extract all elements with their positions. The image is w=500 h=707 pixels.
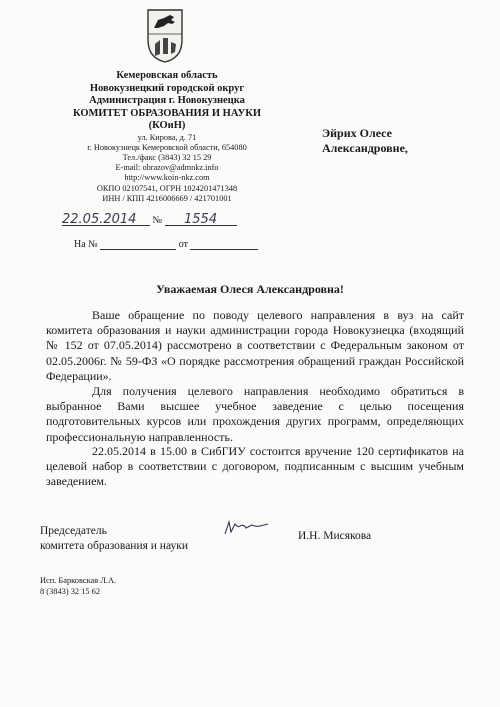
header-inn: ИНН / КПП 4216006669 / 421701001 <box>102 193 232 203</box>
header-city: г. Новокузнецк Кемеровской области, 654080 <box>87 142 247 152</box>
greeting: Уважаемая Олеся Александровна! <box>156 282 344 296</box>
reply-date-blank <box>190 236 258 250</box>
header-street: ул. Кирова, д. 71 <box>137 132 197 142</box>
reply-no-label: На № <box>74 239 98 250</box>
signatory-title-line-1: Председатель <box>40 525 107 537</box>
header-phone: Тел./факс (3843) 32 15 29 <box>122 152 212 162</box>
header-administration: Администрация г. Новокузнецка <box>89 95 245 106</box>
signatory-name: И.Н. Мисякова <box>298 530 372 542</box>
executor-info <box>40 575 116 597</box>
handwritten-signature <box>222 518 272 540</box>
body-paragraph-3 <box>46 444 464 490</box>
signatory-title <box>40 524 188 554</box>
header-committee-abbr: (КОиН) <box>148 120 186 131</box>
paragraph-text: Ваше обращение по поводу целевого направления в вуз на сайт комитета образования и науки администрации города Новокузнецка (входящий № 152 от 07.05.2014) рассмотрено в соответствии с Федеральным законом от 02.05.2006г. № 59-ФЗ «О порядке рассмотрения обращений граждан Российской Федерации». <box>46 308 464 383</box>
addressee-line-1: Эйрих Олесе <box>322 126 392 140</box>
addressee-line-2: Александровне, <box>322 141 408 155</box>
header-codes: ОКПО 02107541, ОГРН 1024201471348 <box>96 183 238 193</box>
signatory-title-line-2: комитета образования и науки <box>40 540 188 552</box>
header-web: http://www.koin-nkz.com <box>124 173 210 183</box>
paragraph-text: 22.05.2014 в 15.00 в СибГИУ состоится вручение 120 сертификатов на целевой набор в соответствии с договором, подписанным с высшим учебным заведением. <box>46 444 464 489</box>
executor-phone: 8 (3843) 32 15 62 <box>40 587 101 596</box>
paragraph-text: Для получения целевого направления необходимо обратиться в выбранное Вами высшее учебное заведение с целью посещения подготовительных курсов или прохождения других программ, определяющих профессиональную направленность. <box>46 384 464 444</box>
addressee <box>322 126 482 156</box>
registration-line <box>62 212 237 226</box>
registration-date: 22.05.2014 <box>62 212 150 226</box>
registration-number: 1554 <box>165 212 237 226</box>
header-committee: КОМИТЕТ ОБРАЗОВАНИЯ И НАУКИ <box>72 107 261 119</box>
header-district: Новокузнецкий городской округ <box>89 82 245 94</box>
header-region: Кемеровская область <box>116 70 218 81</box>
body-paragraph-2 <box>46 384 464 445</box>
body-paragraph-1 <box>46 308 464 384</box>
coat-of-arms-icon <box>146 8 184 64</box>
letterhead <box>62 70 272 204</box>
registration-no-label: № <box>152 215 163 226</box>
header-email: E-mail: obrazov@admnkz.info <box>115 163 219 173</box>
reply-from-label: от <box>178 239 188 250</box>
executor-name: Исп. Барковская Л.А. <box>40 576 117 585</box>
reply-line <box>74 236 258 250</box>
reply-number-blank <box>100 236 176 250</box>
